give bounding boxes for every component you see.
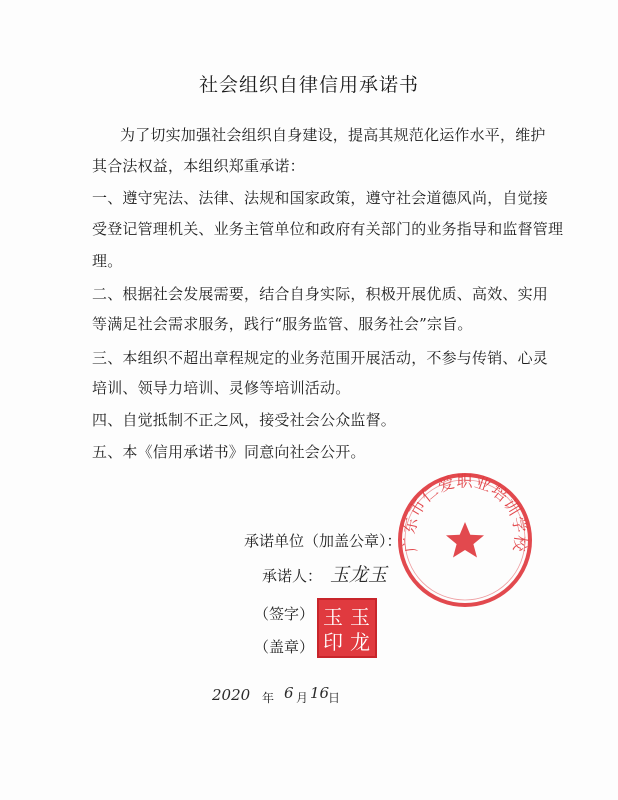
- square-seal-char-3: 印: [323, 630, 343, 654]
- clause-4-line: 四、自觉抵制不正之风，接受社会公众监督。: [92, 411, 397, 429]
- square-seal-char-1: 玉: [323, 605, 343, 629]
- date-day-unit: 日: [328, 691, 341, 705]
- date-month: 6: [284, 684, 294, 702]
- committer-handwritten-signature: 玉龙玉: [330, 564, 388, 586]
- document-title: 社会组织自律信用承诺书: [198, 74, 419, 96]
- square-seal-char-4: 龙: [350, 630, 370, 654]
- sign-label: （签字）: [254, 605, 315, 623]
- date-day: 16: [310, 684, 330, 702]
- seal-star-icon: [446, 522, 484, 558]
- commitment-unit-label: 承诺单位（加盖公章）：: [244, 532, 402, 550]
- committer-label: 承诺人：: [262, 567, 323, 585]
- clause-3-line-1: 三、本组织不超出章程规定的业务范围开展活动，不参与传销、心灵: [92, 349, 549, 367]
- round-seal-text: 广东市仁爱职业培训学校: [399, 471, 531, 554]
- body-line-2: 其合法权益，本组织郑重承诺：: [92, 157, 305, 175]
- date-month-unit: 月: [296, 691, 309, 705]
- clause-2-line-1: 二、根据社会发展需要，结合自身实际，积极开展优质、高效、实用: [92, 285, 549, 303]
- official-round-seal: [395, 470, 535, 610]
- personal-square-seal: [317, 598, 377, 658]
- clause-1-line-3: 理。: [92, 252, 123, 270]
- date-year-unit: 年: [262, 691, 275, 705]
- clause-2-line-2: 等满足社会需求服务，践行“服务监管、服务社会”宗旨。: [92, 315, 473, 333]
- date-year: 2020: [212, 686, 251, 704]
- body-line-1: 为了切实加强社会组织自身建设，提高其规范化运作水平，维护: [120, 126, 546, 144]
- clause-1-line-1: 一、遵守宪法、法律、法规和国家政策，遵守社会道德风尚，自觉接: [92, 189, 549, 207]
- clause-5-line: 五、本《信用承诺书》同意向社会公开。: [92, 443, 366, 461]
- square-seal-char-2: 玉: [350, 605, 370, 629]
- clause-3-line-2: 培训、领导力培训、灵修等培训活动。: [92, 379, 351, 397]
- stamp-label: （盖章）: [254, 638, 315, 656]
- clause-1-line-2: 受登记管理机关、业务主管单位和政府有关部门的业务指导和监督管理: [92, 220, 564, 238]
